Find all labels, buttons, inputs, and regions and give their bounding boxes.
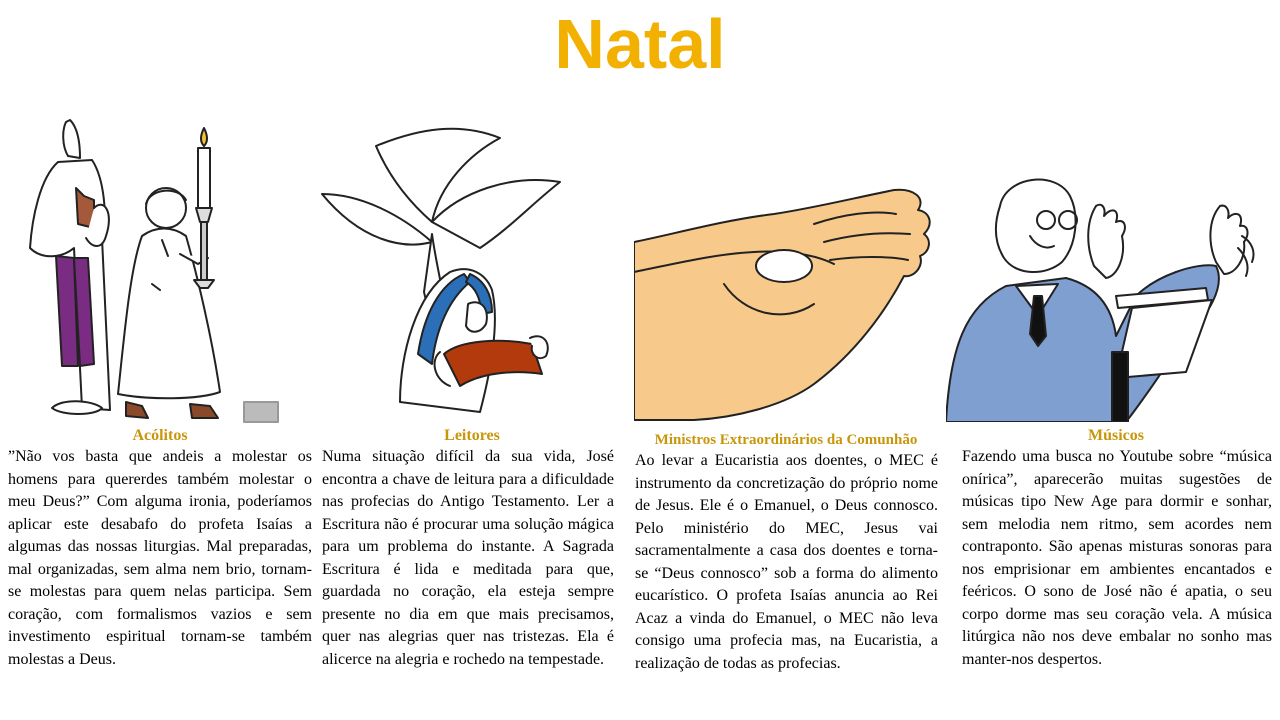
panel-heading-acolitos: Acólitos [132,427,188,444]
panel-heading-musicos: Músicos [1088,427,1144,444]
choir-conductor-illustration [946,166,1256,422]
panel-text-leitores: Numa situação difícil da sua vida, José encontra a chave de leitura para a dificuldade nas profecias do Antigo Testamento. Ler a Escritura não é procurar uma solução mágica para um problema do instante. A Sagrada Escritura é lida e meditada para que, guardada no coração, ela esteja sempre presente no dia em que mais precisamos, quer nas alegrias quer nas tristezas. Ela é alicerce na alegria e rochedo na tempestade. [322,448,614,668]
panel-heading-mec: Ministros Extraordinários da Comunhão [654,432,918,448]
panel-text-mec: Ao levar a Eucaristia aos doentes, o MEC é instrumento da concretização do próprio nome de Jesus. Ele é o Emanuel, o Deus connosco. Pelo ministério do MEC, Jesus vai sacramentalmente a casa dos doentes e torna-se “Deus connosco” sob a forma do alimento eucarístico. O profeta Isaías anuncia ao Rei Acaz a vinda do Emanuel, o MEC não leva consigo uma profecia mas, na Eucaristia, a realização de todas as profecias. [635,452,938,672]
hands-receiving-host-illustration [634,184,940,424]
page-title: Natal [554,5,726,83]
panel-text-acolitos: ”Não vos basta que andeis a molestar os homens para quererdes também molestar o meu Deus?” Com alguma ironia, poderíamos aplicar este desabafo do profeta Isaías a algumas das nossas liturgias. Mal preparadas, mal organizadas, sem alma nem brio, tornam-se molestas para quem nelas participa. Sem coração, com formalismos vazios e sem investimento espiritual tornam-se também molestas a Deus. [8,448,312,668]
panel-heading-leitores: Leitores [444,427,500,444]
altar-servers-illustration [22,108,280,424]
reader-with-dove-illustration [320,124,570,414]
panel-text-musicos: Fazendo uma busca no Youtube sobre “música onírica”, aparecerão muitas sugestões de músicas tipo New Age para dormir e sonhar, sem melodia nem ritmo, sem acordes nem contraponto. São apenas misturas sonoras para nos emprisionar em ambientes encantados e feéricos. O sono de José não é apatia, o seu corpo dorme mas seu coração vela. A música litúrgica não nos deve embalar no sonho mas manter-nos despertos. [962,448,1272,668]
